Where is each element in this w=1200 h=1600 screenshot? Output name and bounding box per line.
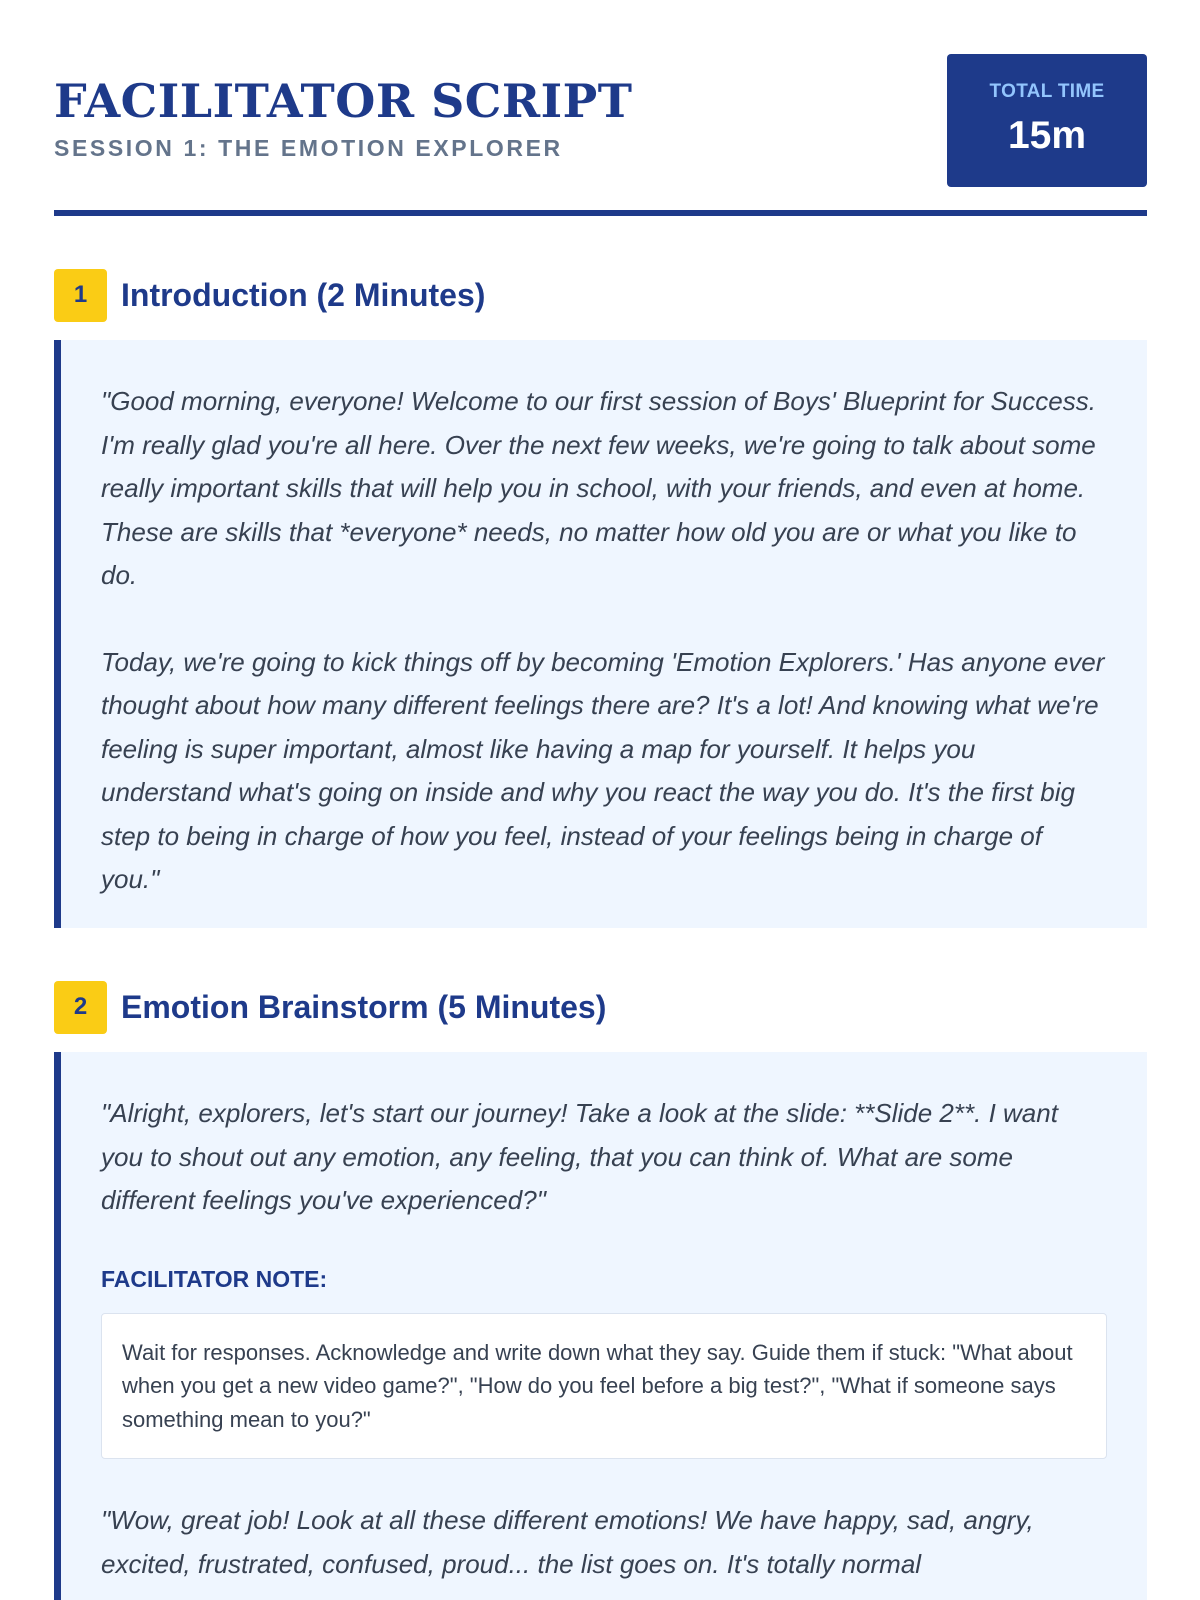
total-time-label: TOTAL TIME [989, 81, 1105, 102]
facilitator-script-page [54, 0, 1147, 1579]
section-title: Introduction (2 Minutes) [121, 276, 486, 313]
section-1-script-box [54, 340, 1147, 928]
script-paragraph: "Wow, great job! Look at all these different emotions! We have happy, sad, angry, excited, frustrated, confused, proud... the list goes on. It's totally normal [101, 1505, 1034, 1579]
facilitator-note-label: FACILITATOR NOTE: [101, 1265, 328, 1292]
session-subtitle: SESSION 1: THE EMOTION EXPLORER [54, 135, 563, 161]
section-number-badge: 1 [54, 269, 107, 322]
script-paragraph: "Good morning, everyone! Welcome to our first session of Boys' Blueprint for Success. I'm really glad you're all here. Over the next few weeks, we're going to talk about some really important skills that will help you in school, with your friends, and even at home. These are skills that *everyone* needs, no matter how old you are or what you like to do. [101, 386, 1096, 590]
script-paragraph: Today, we're going to kick things off by becoming 'Emotion Explorers.' Has anyone ever thought about how many different feelings there are? It's a lot! And knowing what we're feeling is super important, almost like having a map for yourself. It helps you understand what's going on inside and why you react the way you do. It's the first big step to being in charge of how you feel, instead of your feelings being in charge of you." [101, 646, 1105, 894]
page-title: FACILITATOR SCRIPT [54, 74, 633, 128]
section-2-heading [54, 980, 606, 1034]
facilitator-note-box: Wait for responses. Acknowledge and write down what they say. Guide them if stuck: "What about when you get a new video game?", "How do you feel before a big test?", "What if someone says something mean to you?" [101, 1313, 1107, 1460]
total-time-card [947, 54, 1147, 187]
section-title: Emotion Brainstorm (5 Minutes) [121, 988, 607, 1025]
total-time-value: 15m [1007, 114, 1087, 157]
script-paragraph: "Alright, explorers, let's start our journey! Take a look at the slide: **Slide 2**. I want you to shout out any emotion, any feeling, that you can think of. What are some different feelings you've experienced?" [101, 1098, 1058, 1215]
page-header [54, 0, 1147, 216]
section-2-script-box [54, 1052, 1147, 1600]
section-number-badge: 2 [54, 981, 107, 1034]
section-1-heading [54, 268, 485, 322]
